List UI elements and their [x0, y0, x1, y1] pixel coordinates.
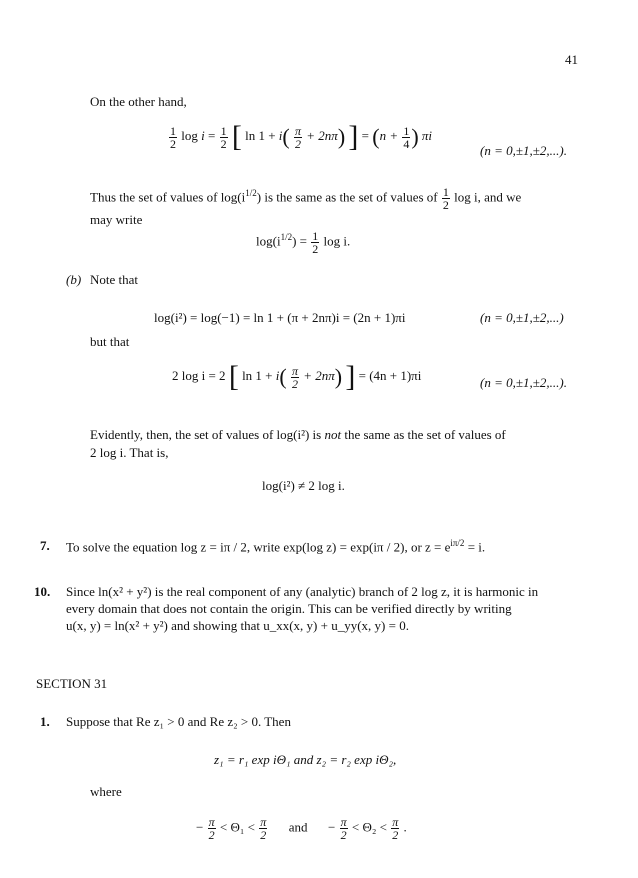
item-7-text: To solve the equation log z = iπ / 2, write exp(log z) = exp(iπ / 2), or $z = e^{i\pi/2} = i$.: [66, 538, 486, 555]
equation-5: log(i²) ≠ 2 log i.: [262, 478, 345, 493]
item-10-line-1: Since ln(x² + y²) is the real component of any (analytic) branch of 2 log z, it is harmonic in: [66, 584, 539, 599]
thus-line: Thus the set of values of $\log(i^{1/2})$ is the same as the set of values of $\frac{1}{2}$ log i, and we: [90, 185, 522, 212]
fraction-pi-over-2: $\frac{\pi}{2}$: [295, 123, 302, 151]
equation-7: − $\frac{\pi}{2}$ < Θ₁ < $\frac{\pi}{2}$ and − $\frac{\pi}{2}$ < Θ₂ < $\frac{\pi}{2}$ .: [196, 815, 407, 842]
eq2-fraction-half: $\frac{1}{2}$: [312, 229, 319, 256]
fraction-quarter: $\frac{1}{4}$: [403, 123, 410, 151]
item-1-text: Suppose that Re z₁ > 0 and Re z₂ > 0. Then: [66, 714, 291, 729]
equation-1-condition: (n = 0,±1,±2,...).: [480, 143, 567, 158]
equals-sign: =: [208, 127, 216, 143]
intro-text: On the other hand,: [90, 94, 187, 109]
may-write-text: may write: [90, 212, 143, 227]
n-plus: n +: [379, 127, 399, 143]
item-1-number: 1.: [40, 714, 50, 729]
evidently-line-2: 2 log i. That is,: [90, 445, 169, 460]
item-10-number: 10.: [34, 584, 51, 599]
pi-i: πi: [421, 127, 433, 143]
item-10-line-2: every domain that does not contain the origin. This can be verified directly by writing: [66, 601, 512, 616]
equation-2: $\log(i^{1/2})$ = $\frac{1}{2}$ log i.: [256, 229, 351, 256]
part-b-label: (b): [66, 272, 82, 287]
log-text: log: [181, 127, 198, 143]
but-that-text: but that: [90, 334, 130, 349]
eq7-fraction-2: $\frac{\pi}{2}$: [260, 815, 267, 842]
equation-3: log(i²) = log(−1) = ln 1 + (π + 2nπ)i = (2n + 1)πi: [154, 310, 406, 325]
eq7-fraction-3: $\frac{\pi}{2}$: [340, 815, 347, 842]
thus-fraction-half: $\frac{1}{2}$: [442, 185, 449, 212]
equation-3-condition: (n = 0,±1,±2,...): [480, 310, 564, 325]
equation-6: z₁ = r₁ exp iΘ₁ and z₂ = r₂ exp iΘ₂,: [214, 752, 397, 767]
left-bracket: [: [231, 120, 242, 153]
plus-2npi: + 2nπ: [306, 127, 338, 143]
equation-4-condition: (n = 0,±1,±2,...).: [480, 375, 567, 390]
fraction-half: $\frac{1}{2}$: [170, 123, 176, 151]
ln-one: ln 1 +: [245, 127, 276, 143]
eq7-fraction-4: $\frac{\pi}{2}$: [392, 815, 399, 842]
evidently-line-1: Evidently, then, the set of values of log(i²) is not the same as the set of values of: [90, 427, 506, 442]
item-10-line-3: u(x, y) = ln(x² + y²) and showing that u_xx(x, y) + u_yy(x, y) = 0.: [66, 618, 409, 633]
fraction-half-2: $\frac{1}{2}$: [220, 123, 227, 151]
page-number: 41: [565, 52, 578, 67]
where-text: where: [90, 784, 122, 799]
equation-1: $\frac{1}{2}$ log i = $\frac{1}{2}$ [ ln 1 + i( $\frac{\pi}{2}$ + 2nπ) ] = (n + $\frac{1}{4}$ ) πi: [170, 120, 433, 153]
section-heading: SECTION 31: [36, 676, 108, 691]
eq4-fraction-pi-over-2: $\frac{\pi}{2}$: [291, 363, 298, 391]
eq7-fraction-1: $\frac{\pi}{2}$: [208, 815, 215, 842]
right-bracket: ]: [348, 120, 359, 153]
note-that-text: Note that: [90, 272, 139, 287]
item-7-number: 7.: [40, 538, 50, 553]
i-symbol: i: [201, 127, 205, 143]
equation-4: 2 log i = 2 [ ln 1 + i( $\frac{\pi}{2}$ + 2nπ) ] = (4n + 1)πi: [172, 360, 422, 393]
